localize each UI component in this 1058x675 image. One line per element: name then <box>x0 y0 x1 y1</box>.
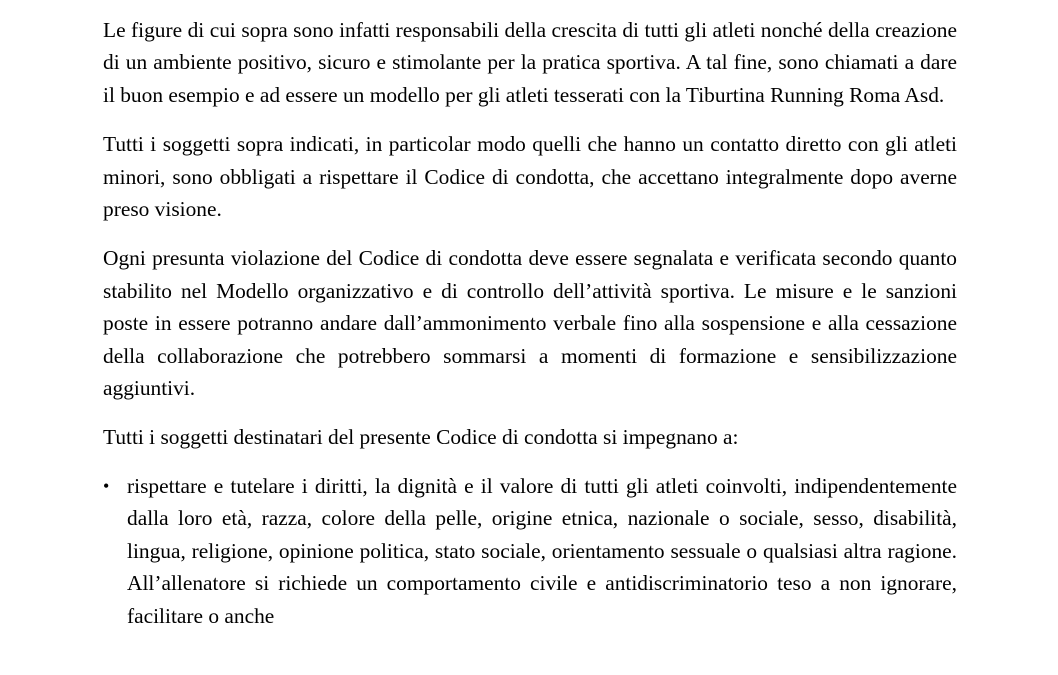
paragraph-obblighi: Tutti i soggetti sopra indicati, in particolar modo quelli che hanno un contatto diretto con gli atleti minori, sono obbligati a rispettare il Codice di condotta, che accettano integralmente dopo averne preso visione. <box>103 132 957 222</box>
list-item-text: rispettare e tutelare i diritti, la dignità e il valore di tutti gli atleti coinvolti, indipendentemente dalla loro età, razza, colore della pelle, origine etnica, nazionale o sociale, sesso, disabilità, lingua, religione, opinione politica, stato sociale, orientamento sessuale o qualsiasi altra ragione. All’allenatore si richiede un comportamento civile e antidiscriminatorio teso a non ignorare, facilitare o anche <box>127 473 957 628</box>
document-page <box>103 14 957 632</box>
paragraph-responsabilita: Le figure di cui sopra sono infatti responsabili della crescita di tutti gli atleti nonché della creazione di un ambiente positivo, sicuro e stimolante per la pratica sportiva. A tal fine, sono chiamati a dare il buon esempio e ad essere un modello per gli atleti tesserati con la Tiburtina Running Roma Asd. <box>103 18 957 107</box>
bullet-icon: • <box>103 475 110 496</box>
list-item <box>103 470 957 632</box>
impegni-list <box>103 470 957 632</box>
paragraph-violazioni: Ogni presunta violazione del Codice di condotta deve essere segnalata e verificata secondo quanto stabilito nel Modello organizzativo e di controllo dell’attività sportiva. Le misure e le sanzioni poste in essere potranno andare dall’ammonimento verbale fino alla sospensione e alla cessazione della collaborazione che potrebbero sommarsi a momenti di formazione e sensibilizzazione aggiuntivi. <box>103 246 957 401</box>
paragraph-impegni-intro: Tutti i soggetti destinatari del presente Codice di condotta si impegnano a: <box>103 425 739 450</box>
